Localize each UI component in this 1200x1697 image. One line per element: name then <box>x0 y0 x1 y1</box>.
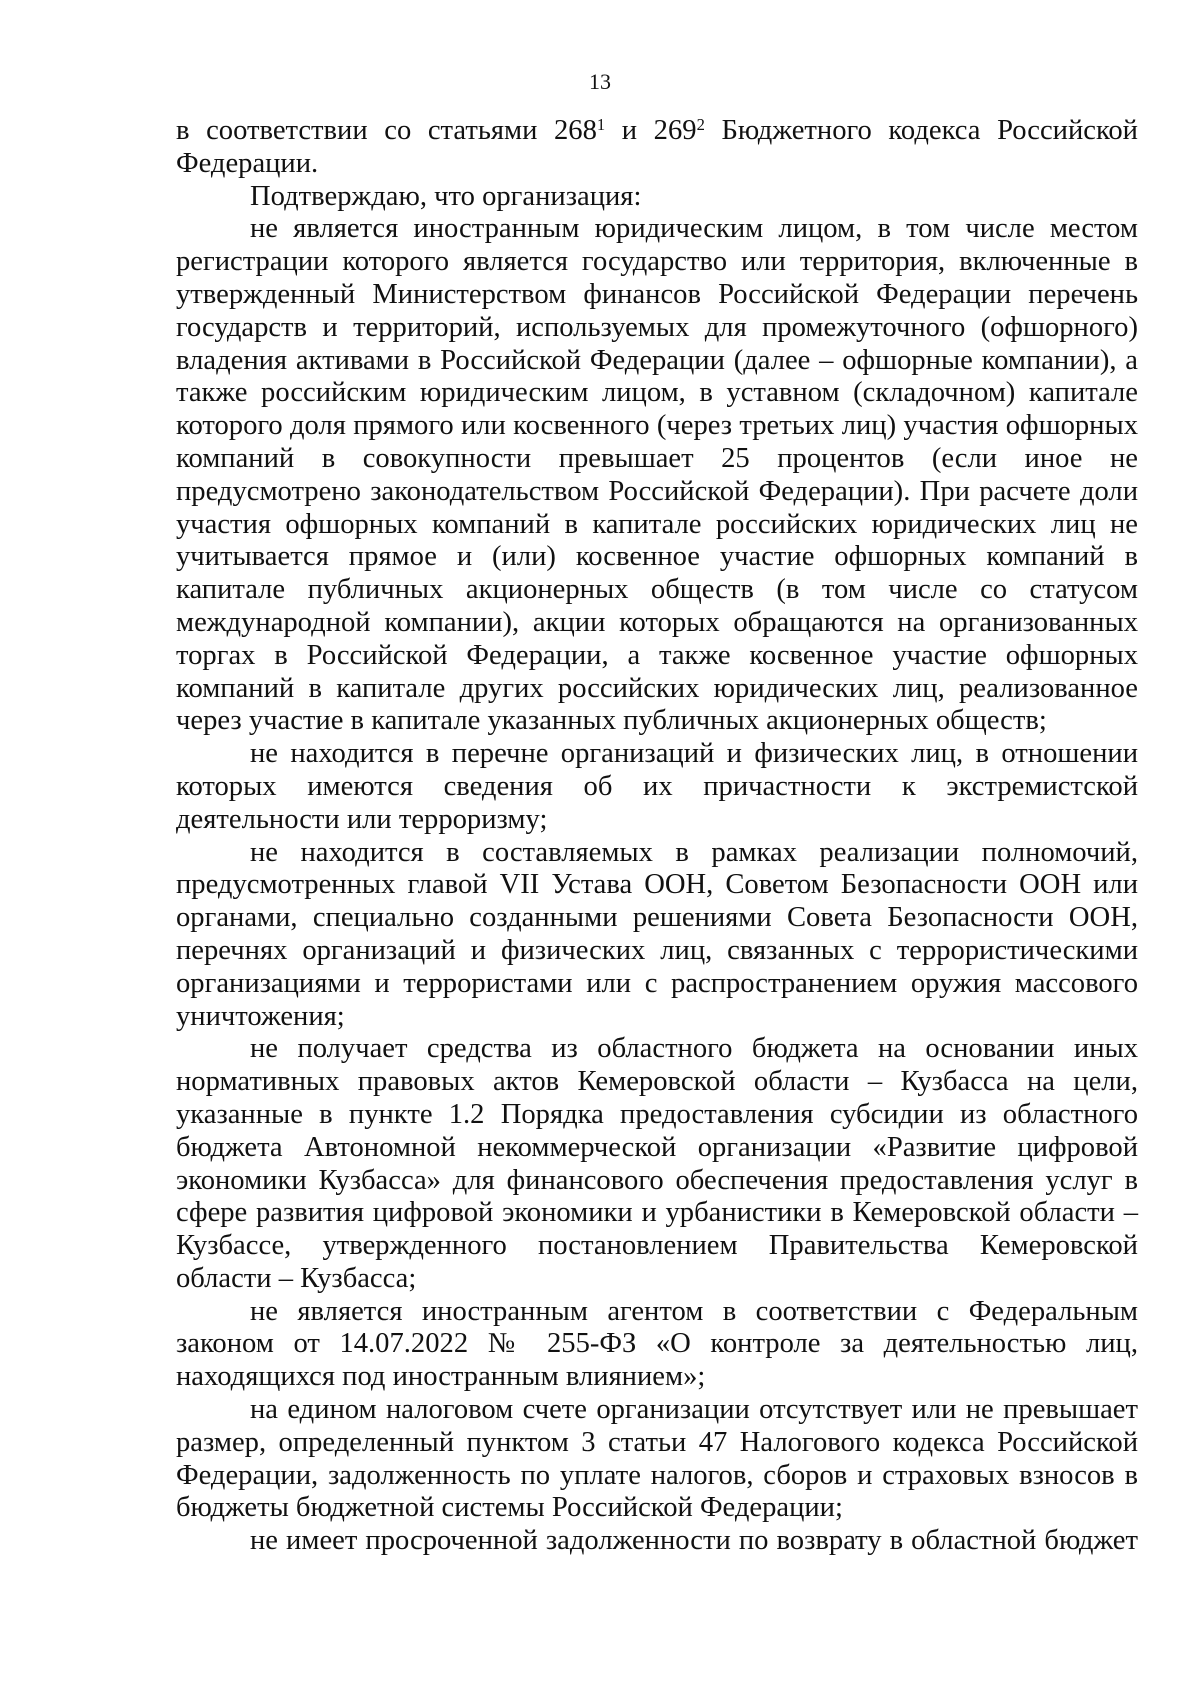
clause-no-other-budget-funds: не получает средства из областного бюджета на основании иных нормативных правовых актов Кемеровской области – Кузбасса на цели, указанные в пункте 1.2 Порядка предоставления субсидии из областного бюджета Автономной некоммерческой организации «Развитие цифровой экономики Кузбасса» для финансового обеспечения предоставления услуг в сфере развития цифровой экономики и урбанистики в Кемеровской области – Кузбассе, утвержденного постановлением Правительства Кемеровской области – Кузбасса; <box>176 1033 1138 1294</box>
intro-text-end: Бюджетного кодекса Российской Федерации. <box>176 115 1138 179</box>
intro-text-start: в соответствии со статьями 268 <box>176 115 597 146</box>
clause-tax-debt: на едином налоговом счете организации отсутствует или не превышает размер, определенный пунктом 3 статьи 47 Налогового кодекса Российской Федерации, задолженность по уплате налогов, сборов и страховых взносов в бюджеты бюджетной системы Российской Федерации; <box>176 1394 1138 1524</box>
confirmation-heading: Подтверждаю, что организация: <box>250 180 642 212</box>
clause-extremism-list: не находится в перечне организаций и физических лиц, в отношении которых имеются сведения об их причастности к экстремистской деятельности или терроризму; <box>176 738 1138 835</box>
article-superscript-2: 2 <box>696 114 705 134</box>
article-superscript-1: 1 <box>596 114 606 134</box>
intro-text-middle: и 269 <box>605 115 697 146</box>
page-number: 13 <box>589 69 611 94</box>
intro-paragraph <box>176 115 1138 181</box>
clause-un-sanctions-list: не находится в составляемых в рамках реализации полномочий, предусмотренных главой VII Устава ООН, Советом Безопасности ООН или органами, специально созданными решениями Совета Безопасности ООН, перечнях организаций и физических лиц, связанных с террористическими организациями и террористами или с распространением оружия массового уничтожения; <box>176 836 1138 1032</box>
clause-offshore: не является иностранным юридическим лицом, в том числе местом регистрации которого является государство или территория, включенные в утвержденный Министерством финансов Российской Федерации перечень государств и территорий, используемых для промежуточного (офшорного) владения активами в Российской Федерации (далее – офшорные компании), а также российским юридическим лицом, в уставном (складочном) капитале которого доля прямого или косвенного (через третьих лиц) участия офшорных компаний в совокупности превышает 25 процентов (если иное не предусмотрено законодательством Российской Федерации). При расчете доли участия офшорных компаний в капитале российских юридических лиц не учитывается прямое и (или) косвенное участие офшорных компаний в капитале публичных акционерных обществ (в том числе со статусом международной компании), акции которых обращаются на организованных торгах в Российской Федерации, а также косвенное участие офшорных компаний в капитале других российских юридических лиц, реализованное через участие в капитале указанных публичных акционерных обществ; <box>176 213 1138 737</box>
clause-not-foreign-agent: не является иностранным агентом в соответствии с Федеральным законом от 14.07.2022 № 255-ФЗ «О контроле за деятельностью лиц, находящихся под иностранным влиянием»; <box>176 1295 1138 1393</box>
document-body <box>176 115 1138 1558</box>
clause-overdue-debt: не имеет просроченной задолженности по возврату в областной бюджет <box>250 1525 1138 1557</box>
